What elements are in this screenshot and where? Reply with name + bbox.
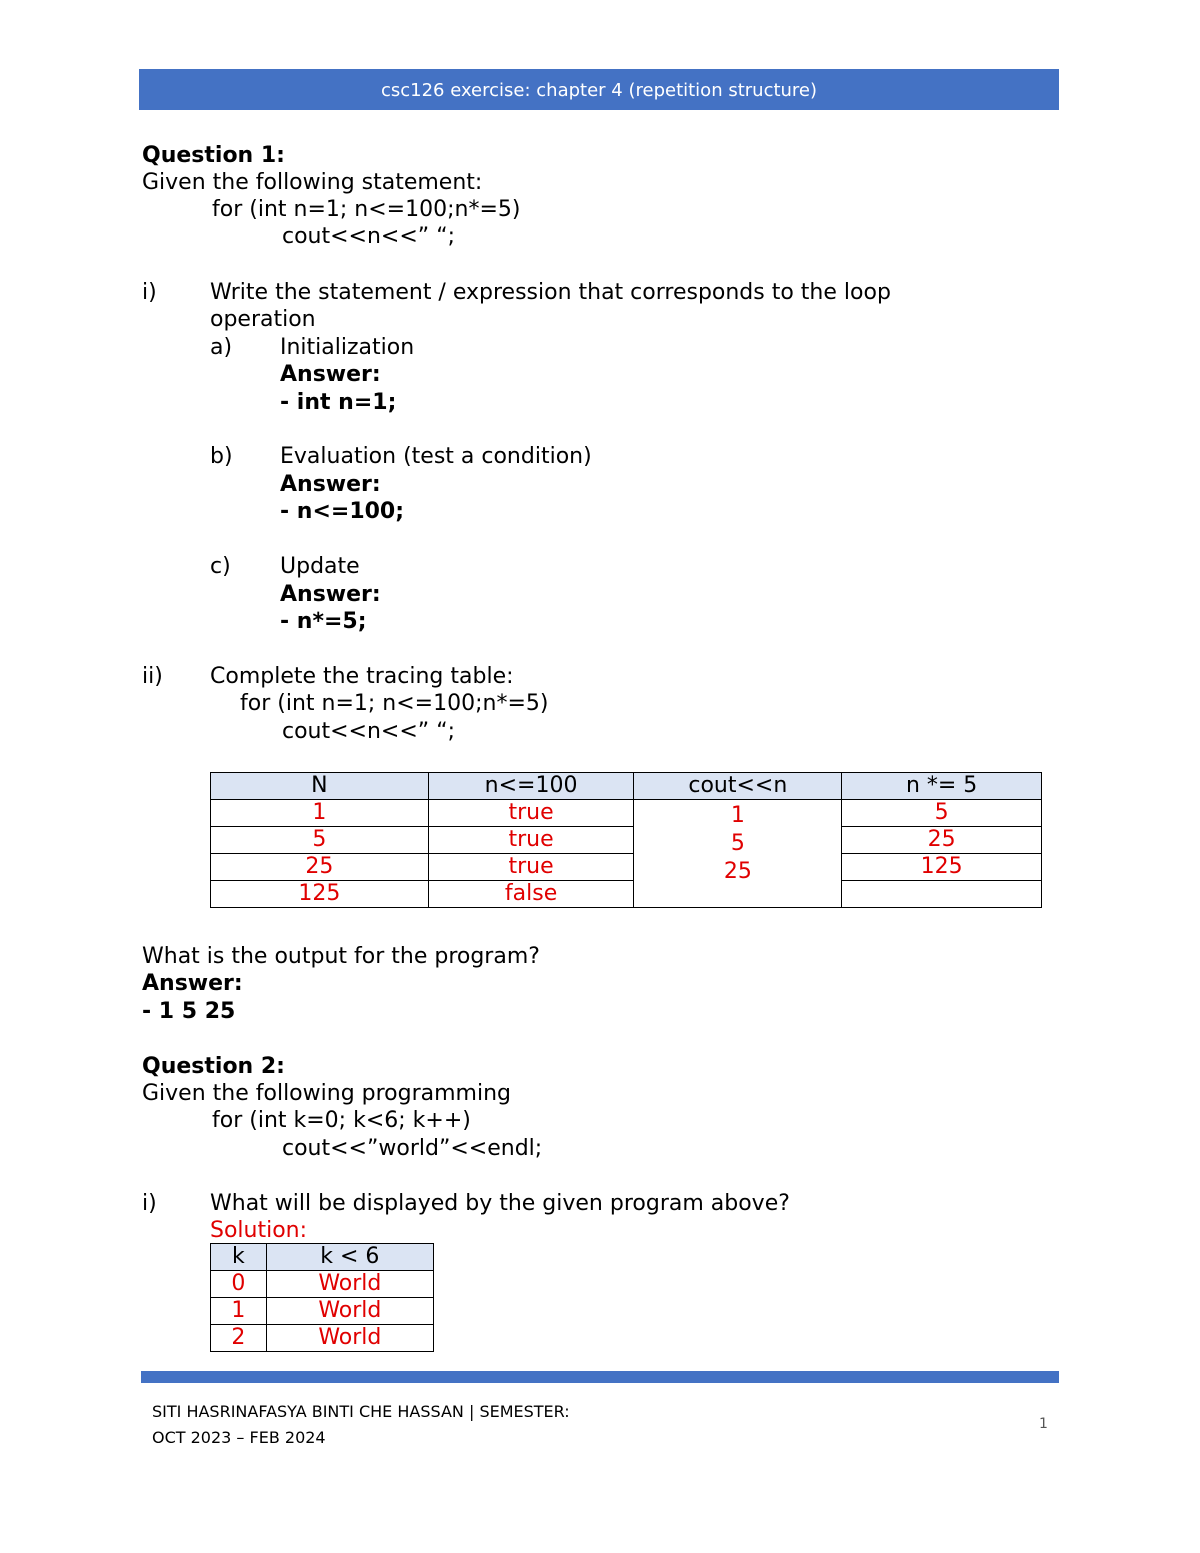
- cout-value: 25: [723, 859, 752, 884]
- q1-title: Question 1:: [142, 143, 285, 168]
- footer-bar: [141, 1371, 1059, 1383]
- cell-n: 1: [211, 800, 429, 827]
- cell-condition: false: [428, 881, 634, 908]
- table-row: [211, 854, 1042, 881]
- header-cout: cout<<n: [634, 773, 842, 800]
- cell-condition: true: [428, 854, 634, 881]
- q1-c-answer: - n*=5;: [280, 609, 367, 634]
- cell-output: World: [266, 1271, 433, 1298]
- q2-intro: Given the following programming: [142, 1081, 512, 1106]
- footer-author: SITI HASRINAFASYA BINTI CHE HASSAN | SEMESTER:: [152, 1402, 570, 1421]
- q1-output-question: What is the output for the program?: [142, 944, 540, 969]
- q2-solution-label: Solution:: [210, 1218, 308, 1243]
- q1-b-label: b): [210, 444, 233, 469]
- footer-semester: OCT 2023 – FEB 2024: [152, 1428, 326, 1447]
- q2-code-line1: for (int k=0; k<6; k++): [212, 1108, 471, 1133]
- table-row: [211, 800, 1042, 827]
- q1-output-answer-label: Answer:: [142, 971, 243, 996]
- cell-k: 0: [211, 1271, 267, 1298]
- header-bar: [139, 69, 1059, 110]
- tracing-table-header-row: [211, 773, 1042, 800]
- k-table-header-row: [211, 1244, 434, 1271]
- q1-ii-label: ii): [142, 664, 163, 689]
- q1-output-answer: - 1 5 25: [142, 999, 236, 1024]
- cell-update: 5: [842, 800, 1042, 827]
- header-k: k: [211, 1244, 267, 1271]
- q1-a-label: a): [210, 335, 233, 360]
- header-update: n *= 5: [842, 773, 1042, 800]
- q1-ii-code-line1: for (int n=1; n<=100;n*=5): [240, 691, 549, 716]
- q1-intro: Given the following statement:: [142, 170, 483, 195]
- q2-code-line2: cout<<”world”<<endl;: [282, 1136, 543, 1161]
- table-row: [211, 827, 1042, 854]
- q1-b-answer-label: Answer:: [280, 472, 381, 497]
- cell-update: [842, 881, 1042, 908]
- q1-b-text: Evaluation (test a condition): [280, 444, 592, 469]
- q1-c-answer-label: Answer:: [280, 582, 381, 607]
- q1-i-text-line2: operation: [210, 307, 316, 332]
- q1-b-answer: - n<=100;: [280, 499, 405, 524]
- header-n: N: [211, 773, 429, 800]
- cout-value: 1: [730, 803, 745, 828]
- table-row: [211, 1298, 434, 1325]
- table-row: [211, 881, 1042, 908]
- q1-c-label: c): [210, 554, 231, 579]
- cell-n: 25: [211, 854, 429, 881]
- cell-condition: true: [428, 800, 634, 827]
- q2-i-label: i): [142, 1191, 157, 1216]
- cell-n: 5: [211, 827, 429, 854]
- q1-ii-code-line2: cout<<n<<” “;: [282, 719, 456, 744]
- q1-ii-text: Complete the tracing table:: [210, 664, 514, 689]
- cout-value: 5: [730, 831, 745, 856]
- cell-update: 25: [842, 827, 1042, 854]
- cell-cout-merged: [634, 800, 842, 908]
- page-number: 1: [1039, 1416, 1048, 1432]
- q1-i-label: i): [142, 280, 157, 305]
- q2-title: Question 2:: [142, 1054, 285, 1079]
- cell-n: 125: [211, 881, 429, 908]
- q1-a-text: Initialization: [280, 335, 415, 360]
- header-k-condition: k < 6: [266, 1244, 433, 1271]
- q1-c-text: Update: [280, 554, 360, 579]
- header-condition: n<=100: [428, 773, 634, 800]
- cell-output: World: [266, 1325, 433, 1352]
- k-table: [210, 1243, 434, 1352]
- cell-k: 2: [211, 1325, 267, 1352]
- q1-code-line2: cout<<n<<” “;: [282, 224, 456, 249]
- cell-condition: true: [428, 827, 634, 854]
- header-title: csc126 exercise: chapter 4 (repetition structure): [380, 80, 818, 101]
- table-row: [211, 1271, 434, 1298]
- cell-output: World: [266, 1298, 433, 1325]
- q2-i-text: What will be displayed by the given program above?: [210, 1191, 790, 1216]
- tracing-table: [210, 772, 1042, 908]
- cell-k: 1: [211, 1298, 267, 1325]
- q1-i-text-line1: Write the statement / expression that corresponds to the loop: [210, 280, 891, 305]
- q1-a-answer: - int n=1;: [280, 390, 397, 415]
- q1-a-answer-label: Answer:: [280, 362, 381, 387]
- q1-code-line1: for (int n=1; n<=100;n*=5): [212, 197, 521, 222]
- table-row: [211, 1325, 434, 1352]
- cell-update: 125: [842, 854, 1042, 881]
